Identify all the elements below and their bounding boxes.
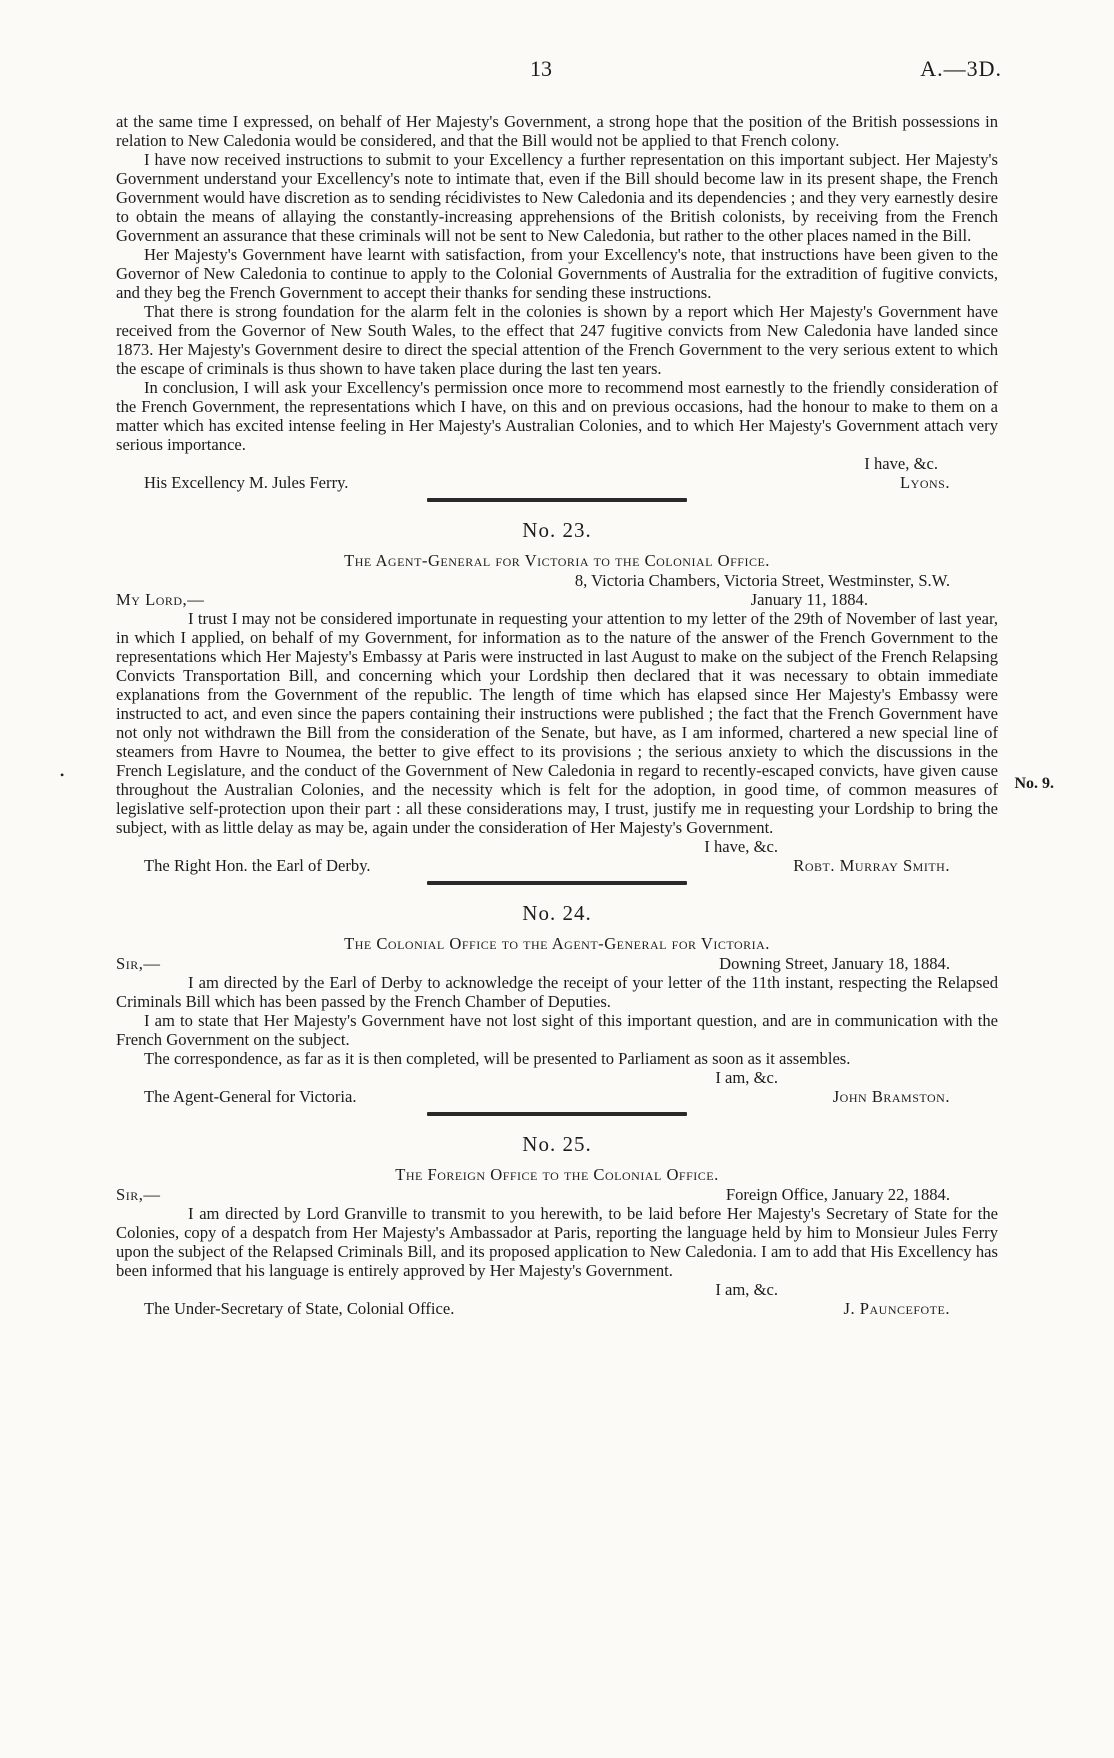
salutation: Sir,— [116, 954, 161, 973]
addressee: The Agent-General for Victoria. [144, 1087, 357, 1106]
closing: I have, &c. [704, 837, 778, 856]
salutation: Sir,— [116, 1185, 161, 1204]
section-divider [427, 498, 687, 502]
paragraph: That there is strong foundation for the alarm felt in the colonies is shown by a report which Her Majesty's Government have received from the Governor of New South Wales, to the effect that 247 fugitive convicts from New Caledonia have landed since 1873. Her Majesty's Government desire to direct the special attention of the French Government to the very serious extent to which the escape of criminals is thus shown to have taken place during the last ten years. [116, 302, 998, 378]
letter-number: No. 24. [522, 901, 592, 925]
sender-address: 8, Victoria Chambers, Victoria Street, Westminster, S.W. [574, 571, 950, 590]
salutation: My Lord,— [116, 590, 205, 609]
margin-reference: No. 9. [1014, 775, 1054, 792]
letter-date: January 11, 1884. [750, 590, 868, 609]
letter-title: The Agent-General for Victoria to the Colonial Office. [344, 551, 770, 570]
addressee: His Excellency M. Jules Ferry. [144, 473, 349, 492]
letter-body: I am directed by Lord Granville to transmit to you herewith, to be laid before Her Majesty's Secretary of State for the Colonies, copy of a despatch from Her Majesty's Ambassador at Paris, reporting the language held by him to Monsieur Jules Ferry upon the subject of the Relapsed Criminals Bill, and its proposed application to New Caledonia. I am to add that His Excellency has been informed that his language is entirely approved by Her Majesty's Government. [116, 1204, 998, 1280]
lyons-letter [116, 112, 998, 1318]
signature: Lyons. [900, 473, 950, 492]
letter-number: No. 25. [522, 1132, 592, 1156]
letter-title: The Foreign Office to the Colonial Office. [395, 1165, 719, 1184]
paragraph: The correspondence, as far as it is then completed, will be presented to Parliament as soon as it assembles. [144, 1049, 851, 1068]
closing: I am, &c. [715, 1280, 778, 1299]
paragraph: I have now received instructions to submit to your Excellency a further representation on this important subject. Her Majesty's Government understand your Excellency's note to intimate that, even if the Bill should become law in its present shape, the French Government would have discretion as to sending récidivistes to New Caledonia and its dependencies ; and they very earnestly desire to obtain the means of allaying the constantly-increasing apprehensions of the British colonists, by receiving from the French Government an assurance that these criminals will not be sent to New Caledonia, but rather to the other places named in the Bill. [116, 150, 998, 245]
letter-date: Foreign Office, January 22, 1884. [725, 1185, 950, 1204]
paragraph: Her Majesty's Government have learnt with satisfaction, from your Excellency's note, that instructions have been given to the Governor of New Caledonia to continue to apply to the Colonial Governments of Australia for the extradition of fugitive convicts, and they beg the French Government to accept their thanks for sending these instructions. [116, 245, 998, 302]
letter-title: The Colonial Office to the Agent-General for Victoria. [344, 934, 770, 953]
paragraph: I am to state that Her Majesty's Government have not lost sight of this important question, and are in communication with the French Government on the subject. [116, 1011, 998, 1049]
closing: I am, &c. [715, 1068, 778, 1087]
margin-dot: • [60, 768, 65, 782]
signature: John Bramston. [832, 1087, 950, 1106]
page-number: 13 [530, 56, 552, 81]
letter-date: Downing Street, January 18, 1884. [719, 954, 950, 973]
addressee: The Under-Secretary of State, Colonial Office. [144, 1299, 455, 1318]
closing: I have, &c. [864, 454, 938, 473]
paragraph: I am directed by the Earl of Derby to acknowledge the receipt of your letter of the 11th instant, respecting the Relapsed Criminals Bill which has been passed by the French Chamber of Deputies. [116, 973, 998, 1011]
letter-number: No. 23. [522, 518, 592, 542]
signature: J. Pauncefote. [843, 1299, 950, 1318]
document-reference: A.—3D. [920, 56, 1002, 81]
addressee: The Right Hon. the Earl of Derby. [144, 856, 371, 875]
signature: Robt. Murray Smith. [793, 856, 950, 875]
paragraph: at the same time I expressed, on behalf of Her Majesty's Government, a strong hope that the position of the British possessions in relation to New Caledonia would be considered, and that the Bill would not be applied to that French colony. [116, 112, 998, 150]
section-divider [427, 1112, 687, 1116]
paragraph: In conclusion, I will ask your Excellency's permission once more to recommend most earnestly to the friendly consideration of the French Government, the representations which I have, on this and on previous occasions, had the honour to make to them on a matter which has excited intense feeling in Her Majesty's Australian Colonies, and to which Her Majesty's Government attach very serious importance. [116, 378, 998, 454]
section-divider [427, 881, 687, 885]
letter-body: I trust I may not be considered importunate in requesting your attention to my letter of the 29th of November of last year, in which I applied, on behalf of my Government, for information as to the nature of the answer of the French Government to the representations which Her Majesty's Embassy at Paris were instructed in last August to make on the subject of the French Relapsing Convicts Transportation Bill, and concerning which your Lordship then declared that it was necessary to obtain immediate explanations from the Government of the republic. The length of time which has elapsed since Her Majesty's Embassy were instructed to act, and even since the papers containing their instructions were published ; the fact that the French Government have not only not withdrawn the Bill from the consideration of the Senate, but have, as I am informed, chartered a new special line of steamers from Havre to Noumea, the better to give effect to its provisions ; the serious anxiety to which the discussions in the French Legislature, and the conduct of the Government of New Caledonia in regard to recently-escaped convicts, have given cause throughout the Australian Colonies, and the necessity which is felt for the adoption, in good time, of common measures of legislative self-protection upon their part : all these considerations may, I trust, justify me in requesting your Lordship to bring the subject, with as little delay as may be, again under the consideration of Her Majesty's Government. [116, 609, 998, 837]
